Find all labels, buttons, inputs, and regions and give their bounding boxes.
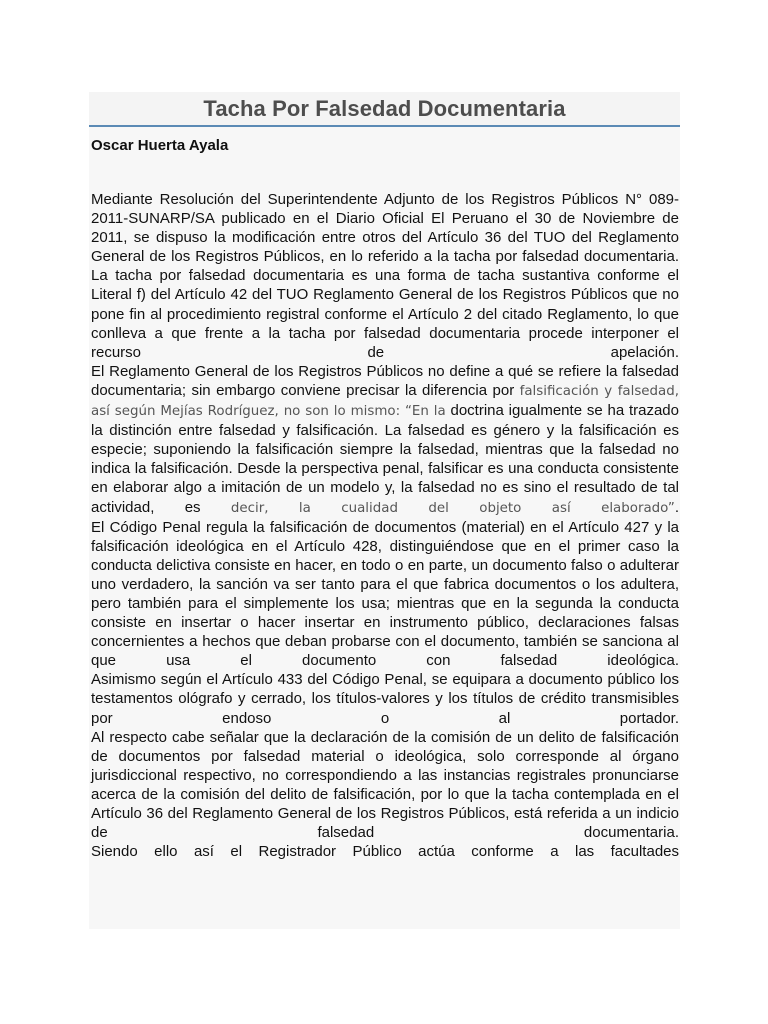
paragraph-7: Siendo ello así el Registrador Público actúa conforme a las facultades <box>91 843 679 861</box>
quote-segment-3: decir, la cualidad del objeto así elaborado” <box>230 500 675 516</box>
quote-end: . <box>674 498 679 516</box>
title-bar <box>89 92 680 127</box>
paragraph-1: Mediante Resolución del Superintendente Adjunto de los Registros Públicos N° 089-2011-SUNARP/SA publicado en el Diario Oficial El Peruano el 30 de Noviembre de 2011, se dispuso la modificación entre otros del Artículo 36 del TUO del Reglamento General de los Registros Públicos, en lo referido a la tacha por falsedad documentaria. <box>91 191 679 266</box>
paragraph-4: El Código Penal regula la falsificación de documentos (material) en el Artículo 427 y la falsificación ideológica en el Artículo 428, distinguiéndose que en el primer caso la conducta delictiva consiste en hacer, en todo o en parte, un documento falso o adulterar uno verdadero, la sanción va ser tanto para el que fabrica documentos o los adultera, pero también para el simplemente los usa; mientras que en la segunda la conducta consiste en insertar o hacer insertar en instrumento público, declaraciones falsas concernientes a hechos que deban probarse con el documento, también se sanciona al que usa el documento con falsedad ideológica. <box>91 518 679 670</box>
paragraph-5: Asimismo según el Artículo 433 del Código Penal, se equipara a documento público los testamentos ológrafo y cerrado, los títulos-valores y los títulos de crédito transmisibles por endoso o al portador. <box>91 671 679 727</box>
quote-segment-1: falsificación y falsedad, así según Mejías Rodríguez, no son lo mismo: “En la <box>91 383 680 420</box>
paragraph-6: Al respecto cabe señalar que la declaración de la comisión de un delito de falsificación de documentos por falsedad material o ideológica, solo corresponde al órgano jurisdiccional respectivo, no correspondiendo a las instancias registrales pronunciarse acerca de la comisión del delito de falsificación, por lo que la tacha contemplada en el Artículo 36 del Reglamento General de los Registros Públicos, está referida a un indicio de falsedad documentaria. <box>91 728 679 842</box>
quote-segment-2: doctrina igualmente se ha trazado la distinción entre falsedad y falsificación. La falsedad es género y la falsificación es especie; suponiendo la falsificación siempre la falsedad, mientras que la falsedad no indica la falsificación. Desde la perspectiva penal, falsificar es una conducta consistente en elaborar algo a imitación de un modelo y, la falsedad no es sino el resultado de tal actividad, es <box>91 402 679 516</box>
paragraph-3-lead: El Reglamento General de los Registros Públicos no define a qué se refiere la falsedad documentaria; sin embargo conviene precisar la diferencia por <box>91 362 679 399</box>
paragraph-3 <box>91 362 679 518</box>
paragraph-2: La tacha por falsedad documentaria es una forma de tacha sustantiva conforme el Literal f) del Artículo 42 del TUO Reglamento General de los Registros Públicos que no pone fin al procedimiento registral conforme el Artículo 2 del citado Reglamento, lo que conlleva a que frente a la tacha por falsedad documentaria procede interponer el recurso de apelación. <box>91 267 679 361</box>
author-name: Oscar Huerta Ayala <box>91 137 229 154</box>
document-text <box>91 190 679 861</box>
document-title: Tacha Por Falsedad Documentaria <box>203 95 566 121</box>
